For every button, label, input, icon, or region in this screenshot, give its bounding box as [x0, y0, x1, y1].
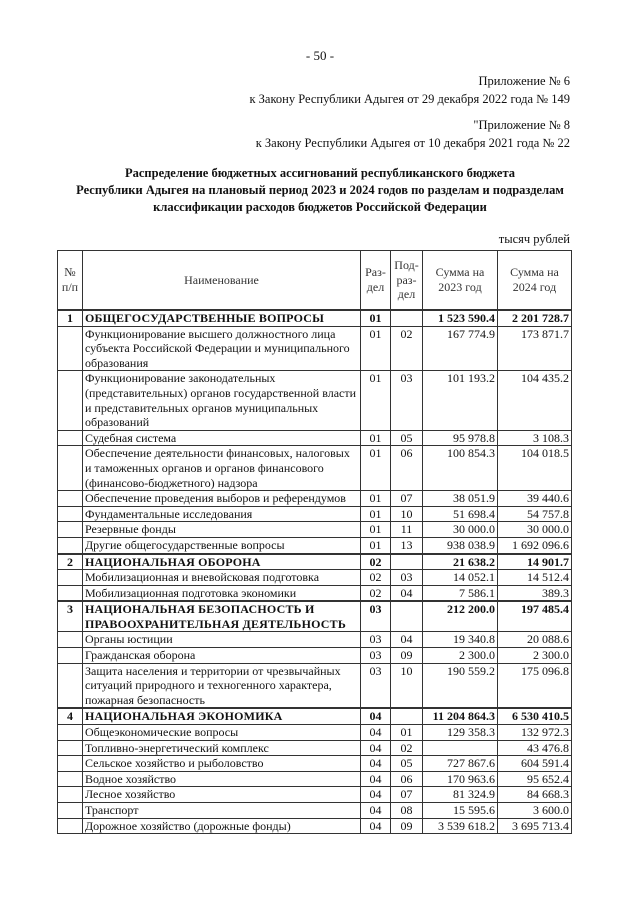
row-razdel: 04: [361, 725, 391, 741]
row-sum-2023: 212 200.0: [423, 601, 498, 632]
row-number: [58, 430, 83, 446]
row-name: НАЦИОНАЛЬНАЯ ЭКОНОМИКА: [83, 708, 361, 724]
row-sum-2023: 727 867.6: [423, 756, 498, 772]
row-sum-2024: 14 901.7: [498, 554, 572, 570]
row-sum-2024: 2 300.0: [498, 648, 572, 664]
row-razdel: 01: [361, 371, 391, 430]
table-row: [58, 803, 572, 819]
row-razdel: 01: [361, 522, 391, 538]
row-sum-2023: 21 638.2: [423, 554, 498, 570]
row-sum-2024: 30 000.0: [498, 522, 572, 538]
row-podrazdel: 02: [391, 326, 423, 371]
annex-title: Приложение № 6: [478, 74, 570, 88]
table-row: [58, 818, 572, 834]
row-podrazdel: 08: [391, 803, 423, 819]
row-sum-2023: 51 698.4: [423, 506, 498, 522]
row-number: [58, 756, 83, 772]
row-sum-2023: 2 300.0: [423, 648, 498, 664]
row-razdel: 04: [361, 708, 391, 724]
row-razdel: 02: [361, 585, 391, 601]
row-name: Транспорт: [83, 803, 361, 819]
row-podrazdel: 05: [391, 430, 423, 446]
row-sum-2024: 54 757.8: [498, 506, 572, 522]
row-razdel: 04: [361, 771, 391, 787]
row-sum-2024: 14 512.4: [498, 570, 572, 586]
row-name: Функционирование высшего должностного лица субъекта Российской Федерации и муниципального образования: [83, 326, 361, 371]
row-podrazdel: 04: [391, 632, 423, 648]
row-sum-2023: 15 595.6: [423, 803, 498, 819]
row-number: [58, 803, 83, 819]
table-section-row: [58, 708, 572, 724]
annex-reference-current: [249, 72, 570, 108]
row-sum-2024: 2 201 728.7: [498, 310, 572, 326]
row-sum-2024: 173 871.7: [498, 326, 572, 371]
row-name: Мобилизационная и вневойсковая подготовка: [83, 570, 361, 586]
header-num: № п/п: [58, 251, 83, 311]
row-number: [58, 491, 83, 507]
row-razdel: 03: [361, 601, 391, 632]
row-sum-2023: 101 193.2: [423, 371, 498, 430]
row-name: ОБЩЕГОСУДАРСТВЕННЫЕ ВОПРОСЫ: [83, 310, 361, 326]
row-number: [58, 506, 83, 522]
row-name: Другие общегосударственные вопросы: [83, 537, 361, 553]
title-line: Республики Адыгея на плановый период 2023 и 2024 годов по разделам и подразделам: [76, 183, 564, 197]
row-podrazdel: 09: [391, 648, 423, 664]
row-name: Органы юстиции: [83, 632, 361, 648]
row-number: 4: [58, 708, 83, 724]
page-number: - 50 -: [305, 48, 335, 63]
row-sum-2024: 3 695 713.4: [498, 818, 572, 834]
header-name: Наименование: [83, 251, 361, 311]
row-sum-2023: 170 963.6: [423, 771, 498, 787]
row-sum-2023: 100 854.3: [423, 446, 498, 491]
row-sum-2023: 14 052.1: [423, 570, 498, 586]
row-razdel: 04: [361, 740, 391, 756]
row-sum-2024: 6 530 410.5: [498, 708, 572, 724]
table-section-row: [58, 310, 572, 326]
row-razdel: 01: [361, 310, 391, 326]
row-sum-2024: 84 668.3: [498, 787, 572, 803]
table-header-row: [58, 251, 572, 311]
table-row: [58, 446, 572, 491]
table-section-row: [58, 601, 572, 632]
row-podrazdel: [391, 708, 423, 724]
table-row: [58, 585, 572, 601]
row-sum-2024: 132 972.3: [498, 725, 572, 741]
row-name: Топливно-энергетический комплекс: [83, 740, 361, 756]
row-podrazdel: [391, 310, 423, 326]
row-number: [58, 537, 83, 553]
table-row: [58, 756, 572, 772]
row-name: Общеэкономические вопросы: [83, 725, 361, 741]
budget-table: [57, 250, 572, 834]
table-row: [58, 648, 572, 664]
row-sum-2024: 20 088.6: [498, 632, 572, 648]
row-razdel: 02: [361, 570, 391, 586]
row-sum-2023: 190 559.2: [423, 663, 498, 708]
table-section-row: [58, 554, 572, 570]
row-podrazdel: 06: [391, 771, 423, 787]
row-podrazdel: [391, 601, 423, 632]
row-name: Гражданская оборона: [83, 648, 361, 664]
row-sum-2023: 38 051.9: [423, 491, 498, 507]
table-row: [58, 725, 572, 741]
row-name: Дорожное хозяйство (дорожные фонды): [83, 818, 361, 834]
table-row: [58, 570, 572, 586]
row-sum-2024: 197 485.4: [498, 601, 572, 632]
document-title: [40, 165, 600, 216]
row-number: [58, 632, 83, 648]
row-podrazdel: 04: [391, 585, 423, 601]
row-sum-2024: 3 600.0: [498, 803, 572, 819]
row-name: Сельское хозяйство и рыболовство: [83, 756, 361, 772]
table-row: [58, 506, 572, 522]
row-number: [58, 326, 83, 371]
row-sum-2023: 3 539 618.2: [423, 818, 498, 834]
title-line: Распределение бюджетных ассигнований республиканского бюджета: [125, 166, 515, 180]
row-sum-2023: 95 978.8: [423, 430, 498, 446]
row-sum-2023: 938 038.9: [423, 537, 498, 553]
row-sum-2024: 1 692 096.6: [498, 537, 572, 553]
row-podrazdel: 09: [391, 818, 423, 834]
row-name: Фундаментальные исследования: [83, 506, 361, 522]
row-number: [58, 787, 83, 803]
row-razdel: 01: [361, 537, 391, 553]
row-name: Обеспечение проведения выборов и референдумов: [83, 491, 361, 507]
table-row: [58, 740, 572, 756]
row-name: НАЦИОНАЛЬНАЯ БЕЗОПАСНОСТЬ И ПРАВООХРАНИТЕЛЬНАЯ ДЕЯТЕЛЬНОСТЬ: [83, 601, 361, 632]
table-row: [58, 632, 572, 648]
row-sum-2024: 175 096.8: [498, 663, 572, 708]
row-razdel: 03: [361, 663, 391, 708]
row-number: 2: [58, 554, 83, 570]
row-razdel: 01: [361, 491, 391, 507]
row-name: Обеспечение деятельности финансовых, налоговых и таможенных органов и органов финансового (финансово-бюджетного) надзора: [83, 446, 361, 491]
row-name: НАЦИОНАЛЬНАЯ ОБОРОНА: [83, 554, 361, 570]
table-row: [58, 787, 572, 803]
row-sum-2023: 7 586.1: [423, 585, 498, 601]
row-name: Резервные фонды: [83, 522, 361, 538]
row-razdel: 04: [361, 787, 391, 803]
row-podrazdel: 10: [391, 506, 423, 522]
row-sum-2023: 19 340.8: [423, 632, 498, 648]
row-number: [58, 771, 83, 787]
row-podrazdel: 02: [391, 740, 423, 756]
row-podrazdel: 06: [391, 446, 423, 491]
header-razdel: Раз-дел: [361, 251, 391, 311]
row-name: Водное хозяйство: [83, 771, 361, 787]
table-row: [58, 663, 572, 708]
row-podrazdel: 05: [391, 756, 423, 772]
row-podrazdel: 07: [391, 787, 423, 803]
row-sum-2023: 11 204 864.3: [423, 708, 498, 724]
table-row: [58, 537, 572, 553]
row-sum-2024: 104 435.2: [498, 371, 572, 430]
row-razdel: 01: [361, 506, 391, 522]
row-razdel: 03: [361, 648, 391, 664]
table-row: [58, 430, 572, 446]
row-sum-2023: [423, 740, 498, 756]
annex-title: "Приложение № 8: [473, 118, 570, 132]
row-sum-2024: 39 440.6: [498, 491, 572, 507]
row-name: Лесное хозяйство: [83, 787, 361, 803]
row-podrazdel: 03: [391, 371, 423, 430]
row-podrazdel: 11: [391, 522, 423, 538]
row-name: Функционирование законодательных (представительных) органов государственной власти и представительных органов муниципальных образований: [83, 371, 361, 430]
row-razdel: 04: [361, 818, 391, 834]
units-label: тысяч рублей: [498, 232, 570, 246]
row-sum-2023: 129 358.3: [423, 725, 498, 741]
row-name: Судебная система: [83, 430, 361, 446]
row-sum-2024: 95 652.4: [498, 771, 572, 787]
row-number: 3: [58, 601, 83, 632]
row-sum-2024: 3 108.3: [498, 430, 572, 446]
row-sum-2023: 30 000.0: [423, 522, 498, 538]
annex-law: к Закону Республики Адыгея от 10 декабря 2021 года № 22: [255, 136, 570, 150]
row-sum-2023: 81 324.9: [423, 787, 498, 803]
row-name: Защита населения и территории от чрезвычайных ситуаций природного и техногенного характера, пожарная безопасность: [83, 663, 361, 708]
row-number: [58, 648, 83, 664]
row-sum-2024: 389.3: [498, 585, 572, 601]
annex-law: к Закону Республики Адыгея от 29 декабря 2022 года № 149: [249, 92, 570, 106]
header-sum-2023: Сумма на 2023 год: [423, 251, 498, 311]
row-number: [58, 740, 83, 756]
row-number: [58, 522, 83, 538]
header-podrazdel: Под-раз-дел: [391, 251, 423, 311]
table-row: [58, 771, 572, 787]
row-sum-2023: 167 774.9: [423, 326, 498, 371]
row-razdel: 01: [361, 326, 391, 371]
row-name: Мобилизационная подготовка экономики: [83, 585, 361, 601]
row-razdel: 02: [361, 554, 391, 570]
row-podrazdel: [391, 554, 423, 570]
row-razdel: 01: [361, 446, 391, 491]
row-podrazdel: 01: [391, 725, 423, 741]
row-sum-2024: 104 018.5: [498, 446, 572, 491]
row-podrazdel: 07: [391, 491, 423, 507]
header-sum-2024: Сумма на 2024 год: [498, 251, 572, 311]
row-number: [58, 371, 83, 430]
row-number: [58, 446, 83, 491]
table-row: [58, 371, 572, 430]
row-razdel: 04: [361, 803, 391, 819]
row-number: [58, 663, 83, 708]
annex-reference-original: [256, 116, 570, 152]
row-number: [58, 725, 83, 741]
row-number: [58, 818, 83, 834]
row-sum-2024: 43 476.8: [498, 740, 572, 756]
row-razdel: 04: [361, 756, 391, 772]
table-row: [58, 326, 572, 371]
row-sum-2024: 604 591.4: [498, 756, 572, 772]
row-number: 1: [58, 310, 83, 326]
title-line: классификации расходов бюджетов Российской Федерации: [153, 200, 487, 214]
row-razdel: 01: [361, 430, 391, 446]
row-number: [58, 570, 83, 586]
row-razdel: 03: [361, 632, 391, 648]
table-row: [58, 522, 572, 538]
table-row: [58, 491, 572, 507]
row-podrazdel: 10: [391, 663, 423, 708]
row-sum-2023: 1 523 590.4: [423, 310, 498, 326]
row-podrazdel: 03: [391, 570, 423, 586]
row-number: [58, 585, 83, 601]
row-podrazdel: 13: [391, 537, 423, 553]
